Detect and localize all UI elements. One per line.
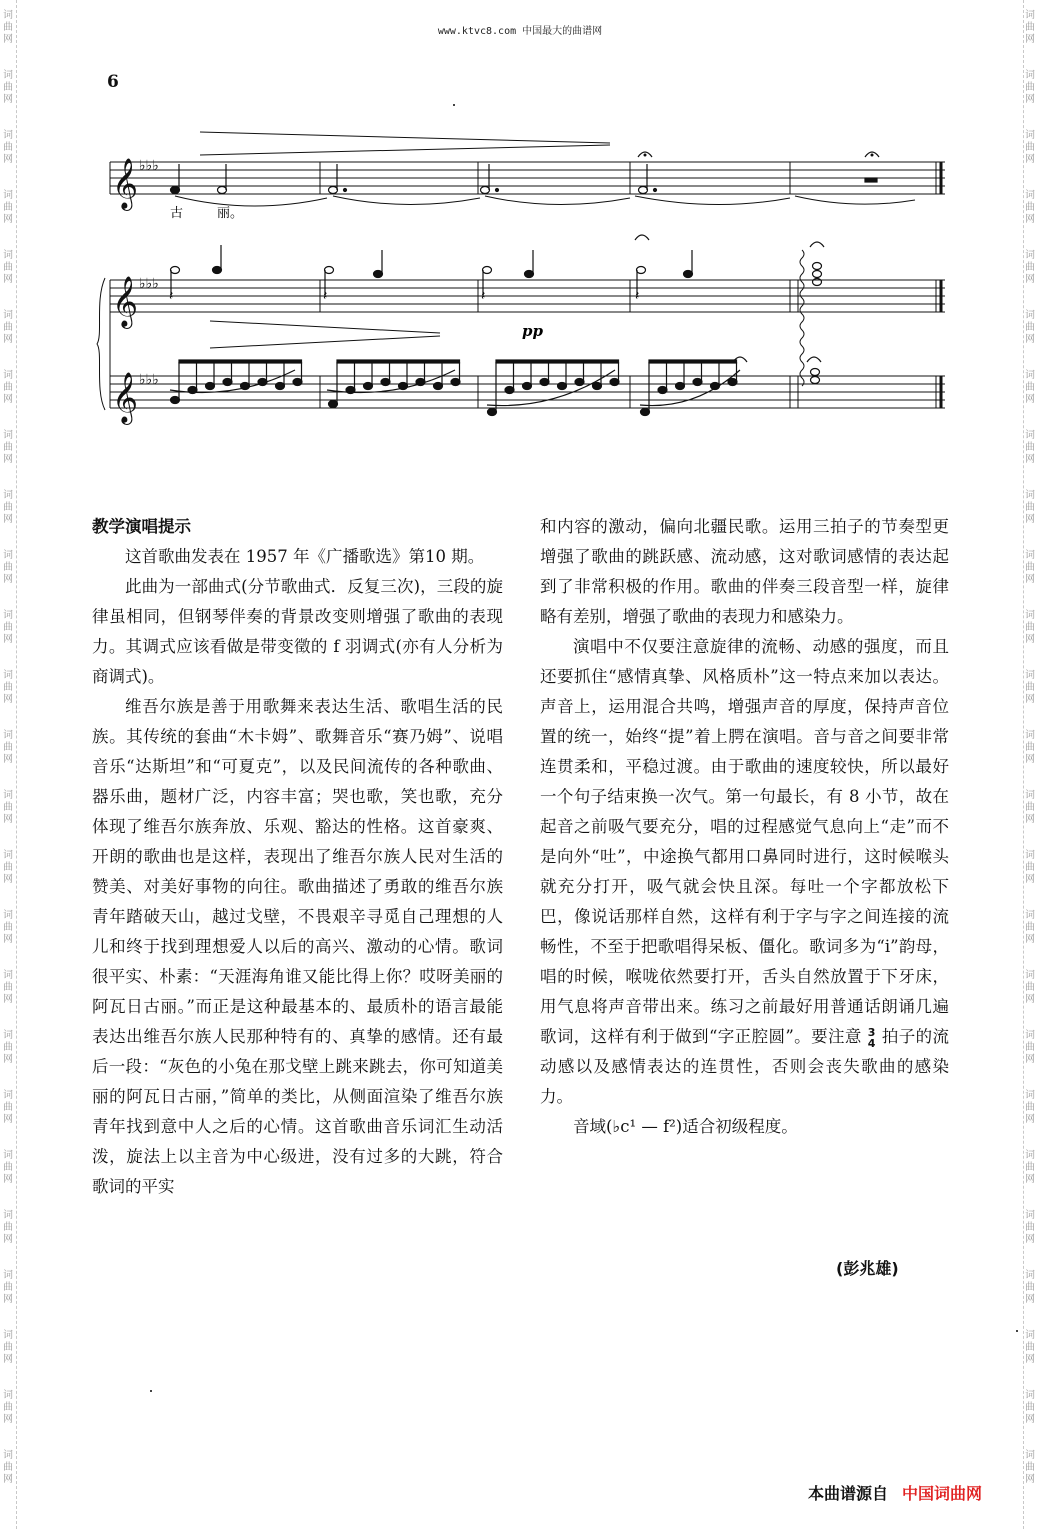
watermark-glyph: 曲: [1025, 682, 1035, 693]
watermark-glyph: 网: [1025, 1234, 1035, 1245]
watermark-glyph-group: [3, 790, 15, 826]
watermark-glyph-group: [3, 550, 15, 586]
watermark-glyph: 网: [1025, 574, 1035, 585]
watermark-glyph: 网: [1025, 634, 1035, 645]
watermark-glyph: 曲: [3, 1402, 13, 1413]
note: [811, 377, 820, 384]
paragraph: 这首歌曲发表在 1957 年《广播歌选》第10 期。: [125, 547, 485, 566]
watermark-glyph-group: [3, 910, 15, 946]
watermark-glyph-group: [1025, 670, 1037, 706]
watermark-glyph: 网: [3, 334, 13, 345]
note: [374, 271, 383, 278]
source-site-link[interactable]: 中国词曲网: [902, 1484, 983, 1503]
watermark-glyph-group: [1025, 550, 1037, 586]
watermark-glyph: 词: [3, 310, 13, 321]
hairpin-lower: [200, 145, 610, 155]
watermark-glyph-group: [1025, 1030, 1037, 1066]
watermark-glyph: 网: [3, 1354, 13, 1365]
watermark-glyph: 曲: [1025, 562, 1035, 573]
watermark-glyph: 词: [3, 1030, 13, 1041]
watermark-glyph-group: [1025, 1270, 1037, 1306]
watermark-glyph: 词: [1025, 1270, 1035, 1281]
watermark-glyph: 词: [1025, 970, 1035, 981]
watermark-glyph: 词: [3, 1330, 13, 1341]
watermark-glyph: 曲: [3, 322, 13, 333]
note: [223, 379, 232, 386]
music-score: [95, 100, 955, 430]
watermark-glyph-group: [1025, 490, 1037, 526]
watermark-glyph: 网: [1025, 1174, 1035, 1185]
watermark-glyph: 词: [3, 1450, 13, 1461]
watermark-glyph: 曲: [1025, 1042, 1035, 1053]
watermark-glyph: 词: [1025, 130, 1035, 141]
watermark-glyph: 网: [1025, 1414, 1035, 1425]
watermark-glyph: 词: [1025, 730, 1035, 741]
watermark-glyph-group: [3, 370, 15, 406]
hairpin-upper: [200, 132, 610, 143]
watermark-glyph: 曲: [3, 862, 13, 873]
watermark-glyph: 网: [3, 994, 13, 1005]
lyric-syllable: 古: [170, 206, 184, 221]
note: [637, 267, 646, 274]
author-credit: (彭兆雄): [836, 1259, 899, 1278]
watermark-glyph: 词: [3, 790, 13, 801]
watermark-glyph: 曲: [3, 622, 13, 633]
watermark-glyph: 曲: [1025, 442, 1035, 453]
watermark-glyph: 曲: [3, 1282, 13, 1293]
watermark-glyph: 网: [3, 1054, 13, 1065]
watermark-glyph: 词: [1025, 1390, 1035, 1401]
watermark-glyph: 词: [3, 430, 13, 441]
watermark-glyph: 曲: [1025, 1102, 1035, 1113]
watermark-glyph: 词: [1025, 70, 1035, 81]
svg-text:𝄽: 𝄽: [323, 288, 328, 304]
watermark-glyph: 词: [3, 250, 13, 261]
article-left-column: [92, 512, 503, 1202]
watermark-glyph: 网: [3, 1474, 13, 1485]
watermark-glyph-group: [3, 1330, 15, 1366]
watermark-glyph: 网: [3, 634, 13, 645]
watermark-glyph: 曲: [3, 1222, 13, 1233]
watermark-glyph: 词: [3, 70, 13, 81]
voice-slur: [175, 196, 327, 206]
key-signature: ♭♭♭: [139, 372, 159, 388]
watermark-glyph: 曲: [3, 82, 13, 93]
watermark-glyph: 曲: [1025, 142, 1035, 153]
note: [293, 379, 302, 386]
watermark-glyph: 词: [3, 970, 13, 981]
watermark-glyph: 词: [1025, 310, 1035, 321]
watermark-glyph: 曲: [1025, 22, 1035, 33]
watermark-glyph: 词: [3, 370, 13, 381]
watermark-glyph: 词: [1025, 670, 1035, 681]
watermark-glyph: 词: [3, 910, 13, 921]
watermark-glyph-group: [3, 130, 15, 166]
watermark-glyph: 曲: [1025, 802, 1035, 813]
note: [593, 383, 602, 390]
watermark-glyph: 网: [1025, 34, 1035, 45]
watermark-glyph-group: [1025, 970, 1037, 1006]
watermark-glyph: 词: [1025, 790, 1035, 801]
note: [329, 401, 338, 408]
treble-clef-icon: 𝄞: [112, 372, 139, 423]
watermark-glyph-group: [3, 1210, 15, 1246]
watermark-glyph-group: [3, 1090, 15, 1126]
watermark-glyph: 网: [3, 874, 13, 885]
watermark-glyph: 词: [3, 550, 13, 561]
watermark-glyph: 网: [1025, 274, 1035, 285]
watermark-glyph: 网: [1025, 1054, 1035, 1065]
watermark-glyph: 词: [1025, 610, 1035, 621]
fermata-icon: [635, 235, 649, 240]
watermark-glyph: 网: [3, 94, 13, 105]
watermark-glyph-group: [3, 1390, 15, 1426]
time-signature-numerator: 3: [867, 1025, 876, 1039]
watermark-glyph-group: [3, 730, 15, 766]
watermark-glyph-group: [3, 670, 15, 706]
watermark-glyph: 网: [1025, 334, 1035, 345]
left-watermark-strip: [2, 0, 17, 1529]
watermark-glyph: 曲: [3, 742, 13, 753]
watermark-glyph-group: [1025, 370, 1037, 406]
watermark-glyph-group: [3, 970, 15, 1006]
watermark-glyph: 词: [3, 490, 13, 501]
watermark-glyph: 词: [1025, 370, 1035, 381]
watermark-glyph: 词: [1025, 550, 1035, 561]
watermark-glyph-group: [1025, 850, 1037, 886]
watermark-glyph: 曲: [3, 202, 13, 213]
watermark-glyph-group: [3, 190, 15, 226]
time-signature: [868, 1027, 876, 1049]
watermark-glyph: 网: [3, 514, 13, 525]
paragraph-text: 拍子的流动感以及感情表达的连贯性，否则会丧失歌曲的感染力。: [540, 1027, 949, 1106]
watermark-glyph: 曲: [3, 562, 13, 573]
watermark-glyph: 曲: [3, 1042, 13, 1053]
watermark-glyph: 曲: [3, 502, 13, 513]
watermark-glyph: 词: [1025, 10, 1035, 21]
watermark-glyph: 曲: [3, 1462, 13, 1473]
watermark-glyph-group: [1025, 1210, 1037, 1246]
watermark-glyph: 曲: [1025, 1462, 1035, 1473]
watermark-glyph: 网: [3, 574, 13, 585]
watermark-glyph-group: [3, 310, 15, 346]
watermark-glyph: 曲: [1025, 322, 1035, 333]
note: [481, 187, 490, 194]
note: [813, 271, 822, 278]
watermark-glyph: 词: [3, 730, 13, 741]
note: [641, 409, 650, 416]
watermark-glyph-group: [1025, 1090, 1037, 1126]
watermark-glyph: 词: [3, 610, 13, 621]
watermark-glyph-group: [1025, 910, 1037, 946]
note-beam: [649, 360, 737, 363]
watermark-glyph: 曲: [1025, 1402, 1035, 1413]
watermark-glyph: 词: [3, 1150, 13, 1161]
watermark-glyph-group: [3, 1150, 15, 1186]
note: [171, 187, 180, 194]
note-beam: [496, 360, 619, 363]
svg-text:𝄽: 𝄽: [481, 288, 486, 304]
watermark-glyph-group: [3, 490, 15, 526]
watermark-glyph: 网: [3, 694, 13, 705]
paragraph: 和内容的激动，偏向北疆民歌。运用三拍子的节奏型更增强了歌曲的跳跃感、流动感，这对歌词感情的表达起到了非常积极的作用。歌曲的伴奏三段音型一样，旋律略有差别，增强了歌曲的表现力和感染力。: [540, 517, 949, 626]
watermark-glyph: 网: [1025, 154, 1035, 165]
note: [213, 267, 222, 274]
lyric-syllable: 丽。: [217, 206, 244, 221]
watermark-glyph: 网: [1025, 694, 1035, 705]
time-signature-denominator: 4: [867, 1036, 876, 1050]
watermark-glyph: 曲: [3, 382, 13, 393]
paragraph: 维吾尔族是善于用歌舞来表达生活、歌唱生活的民族。其传统的套曲“木卡姆”、歌舞音乐“赛乃姆”、说唱音乐“达斯坦”和“可夏克”，以及民间流传的各种歌曲、器乐曲，题材广泛，内容丰富；哭也歌，笑也歌，充分体现了维吾尔族奔放、乐观、豁达的性格。这首豪爽、开朗的歌曲也是这样，表现出了维吾尔族人民对生活的赞美、对美好事物的向往。歌曲描述了勇敢的维吾尔族青年踏破天山，越过戈壁，不畏艰辛寻觅自己理想的人儿和终于找到理想爱人以后的高兴、激动的心情。歌词很平实、朴素：“天涯海角谁又能比得上你？哎呀美丽的阿瓦日古丽。”而正是这种最基本的、最质朴的语言最能表达出维吾尔族人民那种特有的、真挚的感情。还有最后一段：“灰色的小兔在那戈壁上跳来跳去，你可知道美丽的阿瓦日古丽，”简单的类比，从侧面渲染了维吾尔族青年找到意中人之后的心情。这首歌曲音乐词汇生动活泼，旋法上以主音为中心级进，没有过多的大跳，符合歌词的平实: [92, 697, 503, 1196]
watermark-glyph-group: [1025, 730, 1037, 766]
watermark-glyph: 词: [1025, 1030, 1035, 1041]
watermark-glyph: 网: [3, 274, 13, 285]
page-header: [0, 22, 1040, 37]
watermark-glyph-group: [3, 1030, 15, 1066]
watermark-glyph: 网: [3, 814, 13, 825]
note: [684, 271, 693, 278]
watermark-glyph: 曲: [1025, 382, 1035, 393]
watermark-glyph: 曲: [1025, 262, 1035, 273]
article-right-column: [540, 512, 949, 1142]
treble-clef-icon: 𝄞: [112, 158, 139, 209]
rest: [865, 178, 877, 182]
note: [523, 383, 532, 390]
note-beam: [337, 360, 460, 363]
watermark-glyph-group: [3, 1450, 15, 1486]
note: [434, 383, 443, 390]
key-signature: ♭♭♭: [139, 276, 159, 292]
note: [728, 379, 737, 386]
vocal-range: 音域(♭c¹ — f²)适合初级程度。: [573, 1117, 798, 1136]
note: [483, 267, 492, 274]
watermark-glyph: 曲: [3, 142, 13, 153]
arpeggio-line: [800, 250, 804, 386]
watermark-glyph: 曲: [3, 1102, 13, 1113]
watermark-glyph: 词: [1025, 190, 1035, 201]
note: [276, 383, 285, 390]
note: [381, 379, 390, 386]
watermark-glyph: 网: [1025, 514, 1035, 525]
paragraph-text: 演唱中不仅要注意旋律的流畅、动感的强度，而且还要抓住“感情真挚、风格质朴”这一特点来加以表达。声音上，运用混合共鸣，增强声音的厚度，保持声音位置的统一，始终“提”着上腭在演唱。音与音之间要非常连贯柔和，平稳过渡。由于歌曲的速度较快，所以最好一个句子结束换一次气。第一句最长，有 8 小节，故在起音之前吸气要充分，唱的过程感觉气息向上“走”而不是向外“吐”，中途换气都用口鼻同时进行，这时候喉头就充分打开，吸气就会快且深。每吐一个字都放松下巴，像说话那样自然，这样有利于字与字之间连接的流畅性，不至于把歌唱得呆板、僵化。歌词多为“i”韵母，唱的时候，喉咙依然要打开，舌头自然放置于下牙床，用气息将声音带出来。练习之前最好用普通话朗诵几遍歌词，这样有利于做到“字正腔圆”。要注意: [540, 637, 949, 1046]
note: [171, 267, 180, 274]
watermark-glyph: 曲: [3, 1162, 13, 1173]
watermark-glyph: 曲: [1025, 982, 1035, 993]
watermark-glyph: 网: [1025, 214, 1035, 225]
note: [540, 379, 549, 386]
watermark-glyph: 词: [3, 850, 13, 861]
paragraph: [540, 632, 949, 1112]
note: [813, 263, 822, 270]
watermark-glyph: 曲: [1025, 1222, 1035, 1233]
watermark-glyph: 曲: [1025, 82, 1035, 93]
watermark-glyph: 词: [1025, 490, 1035, 501]
watermark-glyph: 词: [1025, 910, 1035, 921]
watermark-glyph-group: [1025, 1330, 1037, 1366]
watermark-glyph: 曲: [1025, 862, 1035, 873]
watermark-glyph: 网: [3, 1414, 13, 1425]
treble-clef-icon: 𝄞: [112, 276, 139, 327]
watermark-glyph: 网: [1025, 1474, 1035, 1485]
watermark-glyph: 词: [3, 1390, 13, 1401]
watermark-glyph: 曲: [3, 802, 13, 813]
note: [658, 387, 667, 394]
note: [811, 369, 820, 376]
watermark-glyph: 曲: [3, 1342, 13, 1353]
watermark-glyph-group: [3, 430, 15, 466]
note-beam: [179, 360, 302, 363]
watermark-glyph: 曲: [1025, 1282, 1035, 1293]
bass-eighth-notes: [171, 360, 738, 416]
page-number: 6: [107, 72, 119, 92]
watermark-glyph: 词: [3, 130, 13, 141]
note: [206, 383, 215, 390]
watermark-glyph: 词: [1025, 250, 1035, 261]
svg-text:𝄽: 𝄽: [169, 288, 174, 304]
watermark-glyph: 网: [1025, 994, 1035, 1005]
watermark-glyph-group: [1025, 1390, 1037, 1426]
watermark-glyph: 曲: [1025, 922, 1035, 933]
watermark-glyph: 网: [1025, 94, 1035, 105]
note: [693, 379, 702, 386]
watermark-glyph: 词: [3, 1270, 13, 1281]
paragraph: 此曲为一部曲式(分节歌曲式．反复三次)，三段的旋律虽相同，但钢琴伴奏的背景改变则增强了歌曲的表现力。其调式应该看做是带变徵的 f 羽调式(亦有人分析为商调式)。: [92, 577, 503, 686]
watermark-glyph: 曲: [1025, 1342, 1035, 1353]
fermata-icon: [810, 242, 824, 247]
watermark-glyph-group: [1025, 1450, 1037, 1486]
watermark-glyph: 网: [3, 394, 13, 405]
watermark-glyph-group: [1025, 790, 1037, 826]
watermark-glyph-group: [1025, 130, 1037, 166]
watermark-glyph-group: [1025, 70, 1037, 106]
note: [525, 271, 534, 278]
note: [676, 383, 685, 390]
watermark-glyph: 词: [1025, 1450, 1035, 1461]
watermark-glyph: 网: [3, 454, 13, 465]
header-site-name: 中国最大的曲谱网: [522, 26, 603, 37]
watermark-glyph: 词: [1025, 430, 1035, 441]
watermark-glyph: 网: [1025, 814, 1035, 825]
note: [558, 383, 567, 390]
watermark-glyph: 词: [3, 670, 13, 681]
watermark-glyph-group: [3, 70, 15, 106]
note: [218, 187, 227, 194]
watermark-glyph: 网: [1025, 1354, 1035, 1365]
fermata-icon: [807, 357, 821, 362]
dynamic-marking: pp: [522, 322, 543, 340]
watermark-glyph-group: [1025, 430, 1037, 466]
watermark-glyph: 词: [1025, 1150, 1035, 1161]
watermark-glyph: 网: [3, 214, 13, 225]
watermark-glyph: 词: [1025, 1090, 1035, 1101]
watermark-glyph: 曲: [3, 922, 13, 933]
section-heading: 教学演唱提示: [92, 517, 191, 536]
note: [451, 379, 460, 386]
watermark-glyph: 网: [3, 34, 13, 45]
note: [610, 379, 619, 386]
watermark-glyph-group: [1025, 1150, 1037, 1186]
watermark-glyph: 网: [1025, 394, 1035, 405]
watermark-glyph: 网: [1025, 874, 1035, 885]
header-url[interactable]: www.ktvc8.com: [437, 26, 517, 37]
watermark-glyph: 曲: [3, 262, 13, 273]
watermark-glyph-group: [1025, 610, 1037, 646]
watermark-glyph: 词: [1025, 1330, 1035, 1341]
watermark-glyph-group: [3, 250, 15, 286]
watermark-glyph: 网: [3, 154, 13, 165]
watermark-glyph: 网: [1025, 454, 1035, 465]
watermark-glyph: 网: [1025, 1114, 1035, 1125]
watermark-glyph-group: [3, 610, 15, 646]
note: [171, 397, 180, 404]
note: [329, 187, 338, 194]
watermark-glyph-group: [1025, 250, 1037, 286]
watermark-glyph-group: [1025, 310, 1037, 346]
watermark-glyph-group: [3, 850, 15, 886]
watermark-glyph: 网: [1025, 754, 1035, 765]
watermark-glyph: 曲: [3, 982, 13, 993]
watermark-glyph: 网: [3, 1114, 13, 1125]
speck: [453, 104, 455, 106]
watermark-glyph: 网: [1025, 934, 1035, 945]
note: [364, 383, 373, 390]
piano-brace: [97, 278, 105, 410]
watermark-glyph: 网: [3, 1234, 13, 1245]
watermark-glyph: 词: [1025, 1210, 1035, 1221]
source-footer: [808, 1481, 982, 1504]
speck: [150, 1390, 152, 1392]
watermark-glyph: 网: [1025, 1294, 1035, 1305]
watermark-glyph: 曲: [1025, 622, 1035, 633]
watermark-glyph: 曲: [1025, 502, 1035, 513]
watermark-glyph: 曲: [1025, 742, 1035, 753]
note: [488, 409, 497, 416]
watermark-glyph-group: [3, 1270, 15, 1306]
note: [575, 379, 584, 386]
watermark-glyph: 曲: [1025, 202, 1035, 213]
watermark-glyph: 词: [3, 10, 13, 21]
watermark-glyph: 词: [3, 190, 13, 201]
watermark-glyph: 曲: [3, 442, 13, 453]
source-label: 本曲谱源自: [808, 1484, 889, 1503]
watermark-glyph: 词: [1025, 850, 1035, 861]
watermark-glyph: 曲: [3, 22, 13, 33]
note: [639, 187, 648, 194]
watermark-glyph: 曲: [3, 682, 13, 693]
key-signature: ♭♭♭: [139, 158, 159, 174]
watermark-glyph: 网: [3, 1174, 13, 1185]
note: [505, 387, 514, 394]
watermark-glyph: 网: [3, 934, 13, 945]
voice-staff: [110, 162, 945, 194]
watermark-glyph: 词: [3, 1090, 13, 1101]
watermark-glyph: 词: [3, 1210, 13, 1221]
watermark-glyph: 网: [3, 1294, 13, 1305]
svg-text:𝄽: 𝄽: [635, 288, 640, 304]
note: [325, 267, 334, 274]
speck: [1016, 1330, 1018, 1332]
right-watermark-strip: [1023, 0, 1038, 1529]
watermark-glyph-group: [1025, 190, 1037, 226]
watermark-glyph: 曲: [1025, 1162, 1035, 1173]
watermark-glyph: 网: [3, 754, 13, 765]
